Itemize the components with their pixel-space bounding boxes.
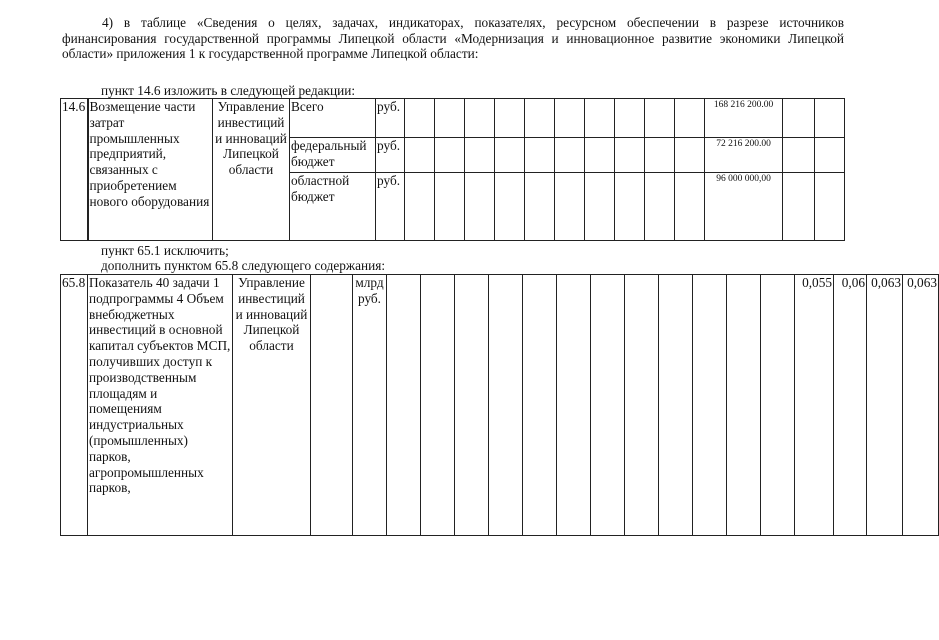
item-65-1-note: пункт 65.1 исключить; — [101, 243, 229, 258]
t1-number: 14.6 — [61, 99, 88, 241]
t1-value: 96 000 000,00 — [705, 173, 783, 241]
t2-unit: млрд руб. — [353, 275, 387, 536]
t1-executor: Управление инвестиций и инноваций Липецкой области — [213, 99, 290, 241]
item-65-8-note: дополнить пунктом 65.8 следующего содержания: — [101, 258, 386, 273]
t2-name: Показатель 40 задачи 1 подпрограммы 4 Объем внебюджетных инвестиций в основной капитал субъектов МСП, получивших доступ к производственным площадям и помещениям индустриальных (промышленных) парков, агропромышленных парков, — [88, 275, 233, 536]
table-item-65-8 — [60, 274, 939, 536]
t1-value: 72 216 200.00 — [705, 138, 783, 173]
t2-number: 65.8 — [61, 275, 88, 536]
t1-source: областной бюджет — [290, 173, 376, 241]
t2-value: 0,063 — [867, 275, 903, 536]
t1-unit: руб. — [376, 173, 405, 241]
t2-value: 0,06 — [834, 275, 867, 536]
t2-executor: Управление инвестиций и инноваций Липецкой области — [233, 275, 311, 536]
t1-source: федеральный бюджет — [290, 138, 376, 173]
t2-value: 0,055 — [795, 275, 834, 536]
t1-source: Всего — [290, 99, 376, 138]
table-item-14-6 — [60, 98, 845, 241]
t1-unit: руб. — [376, 138, 405, 173]
t1-value: 168 216 200.00 — [705, 99, 783, 138]
t2-value: 0,063 — [903, 275, 939, 536]
item-14-6-note: пункт 14.6 изложить в следующей редакции: — [101, 83, 356, 98]
t1-unit: руб. — [376, 99, 405, 138]
t1-name: Возмещение части затрат промышленных предприятий, связанных с приобретением нового оборудования — [88, 99, 213, 241]
intro-paragraph: 4) в таблице «Сведения о целях, задачах, индикаторах, показателях, ресурсном обеспечении в разрезе источников финансирования государственной программы Липецкой области «Модернизация и инновационное развитие экономики Липецкой области» приложения 1 к государственной программе Липецкой области: — [62, 15, 844, 62]
